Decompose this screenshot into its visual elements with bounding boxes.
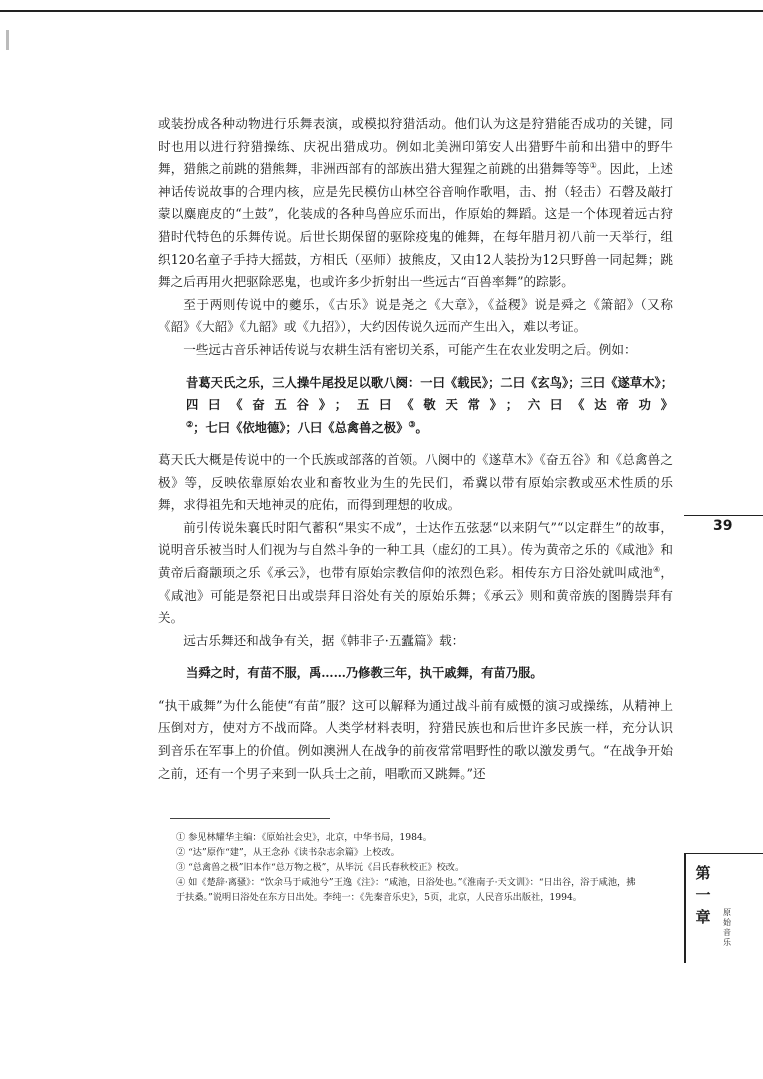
body-text: [158, 113, 673, 785]
footnote-4: ④ 如《楚辞·离骚》：“饮余马于咸池兮”王逸《注》：“咸池，日浴处也。”《淮南子·天文训》：“日出谷，浴于咸池，拂于扶桑。”说明日浴处在东方日出处。李纯一：《先秦音乐史》，5页，北京，人民音乐出版社，1994。: [176, 877, 636, 903]
paragraph-5: [158, 517, 673, 630]
chapter-title-char-1: 原: [723, 908, 731, 917]
paragraph-1-text: 或装扮成各种动物进行乐舞表演，或模拟狩猎活动。他们认为这是狩猎能否成功的关键，同时也用以进行狩猎操练、庆祝出猎成功。例如北美洲印第安人出猎野牛前和出猎中的野牛舞，猎熊之前跳的猎熊舞，非洲西部有的部族出猎大猩猩之前跳的出猎舞等等: [158, 116, 673, 177]
paragraph-6: 远古乐舞还和战争有关，据《韩非子·五蠹篇》载：: [183, 632, 465, 648]
top-border: [0, 10, 763, 12]
chapter-title-char-4: 乐: [723, 938, 731, 947]
quote-getian-b: ；七曰《依地德》；八曰《总禽兽之极》: [193, 419, 409, 435]
paragraph-7: “执干戚舞”为什么能使“有苗”服？这可以解释为通过战斗前有威慑的演习或操练，从精神上压倒对方，使对方不战而降。人类学材料表明，狩猎民族也和后世许多民族一样，充分认识到音乐在军事上的价值。例如澳洲人在战争的前夜常常唱野性的歌以激发勇气。“在战争开始之前，还有一个男子来到一队兵士之前，唱歌而又跳舞。”还: [158, 697, 673, 781]
paragraph-4: 葛天氏大概是传说中的一个氏族或部落的首领。八阕中的《遂草木》《奋五谷》和《总禽兽之极》等，反映依靠原始农业和畜牧业为生的先民们，希冀以带有原始宗教或巫术性质的乐舞，求得祖先和天地神灵的庇佑，而得到理想的收成。: [158, 452, 673, 513]
quote-hanfeizi: 当舜之时，有苗不服，禹……乃修教三年，执干戚舞，有苗乃服。: [186, 665, 543, 681]
footnote-ref-1: ①: [589, 161, 597, 170]
chapter-title: [720, 908, 734, 948]
paragraph-3: 一些远古音乐神话传说与农耕生活有密切关系，可能产生在农业发明之后。例如：: [183, 341, 637, 357]
footnote-ref-3: ③: [408, 418, 416, 429]
quote-getian-end: 。: [415, 419, 428, 435]
page-number: 39: [713, 518, 733, 534]
page-number-rule: [684, 515, 763, 516]
paragraph-2: 至于两则传说中的夔乐，《古乐》说是尧之《大章》，《益稷》说是舜之《箫韶》（又称《韶》《大韶》《九韶》或《九招》），大约因传说久远而产生出入，难以考证。: [158, 296, 673, 335]
footnote-divider: [170, 818, 330, 819]
chapter-char-1: 第: [695, 864, 711, 882]
scan-mark: [6, 30, 9, 50]
chapter-label: [690, 862, 716, 928]
paragraph-5-a: 前引传说朱襄氏时阳气蓄积“果实不成”，士达作五弦瑟“以来阴气”“以定群生”的故事，说明音乐被当时人们视为与自然斗争的一种工具（虚幻的工具）。传为黄帝之乐的《咸池》和黄帝后裔颛顼之乐《承云》，也带有原始宗教信仰的浓烈色彩。相传东方日浴处就叫咸池: [158, 519, 673, 580]
chapter-bar: [684, 853, 686, 963]
footnote-1: ① 参见林耀华主编：《原始社会史》，北京，中华书局，1984。: [176, 832, 432, 843]
footnote-3: ③ “总禽兽之极”旧本作“总万物之极”，从毕沅《吕氏春秋校正》校改。: [176, 862, 465, 873]
paragraph-1-rest: 。因此，上述神话传说故事的合理内核，应是先民模仿山林空谷音响作歌唱，击、拊（轻击）石磬及敲打蒙以麋鹿皮的“土鼓”，化装成的各种鸟兽应乐而出，作原始的舞蹈。这是一个体现着远古狩猎时代特色的乐舞传说。后世长期保留的驱除疫鬼的傩舞，在每年腊月初八前一天举行，组织120名童子手持大摇鼓，方相氏（巫师）披熊皮，又由12人装扮为12只野兽一同起舞；跳舞之后再用火把驱除恶鬼，也或许多少折射出一些远古“百兽率舞”的踪影。: [158, 161, 674, 290]
paragraph-1: [158, 113, 673, 294]
chapter-title-char-3: 音: [723, 928, 731, 937]
chapter-char-2: 一: [695, 886, 711, 904]
footnote-ref-2: ②: [186, 418, 194, 429]
footnote-ref-4: ④: [652, 564, 661, 574]
paragraph-5-b: ，《咸池》可能是祭祀日出或崇拜日浴处有关的原始乐舞；《承云》则和黄帝族的图腾崇拜有关。: [158, 565, 674, 626]
quote-getian: [158, 372, 673, 440]
chapter-title-char-2: 始: [723, 918, 731, 927]
footnote-2: ② “达”原作“建”，从王念孙《读书杂志余篇》上校改。: [176, 847, 400, 858]
footnotes: [158, 830, 638, 905]
chapter-rule: [684, 853, 763, 854]
chapter-char-3: 章: [695, 908, 711, 926]
quote-getian-a: 昔葛天氏之乐，三人操牛尾投足以歌八阕：一曰《载民》；二曰《玄鸟》；三曰《遂草木》；四曰《奋五谷》；五曰《敬天常》；六曰《达帝功》: [186, 374, 673, 413]
